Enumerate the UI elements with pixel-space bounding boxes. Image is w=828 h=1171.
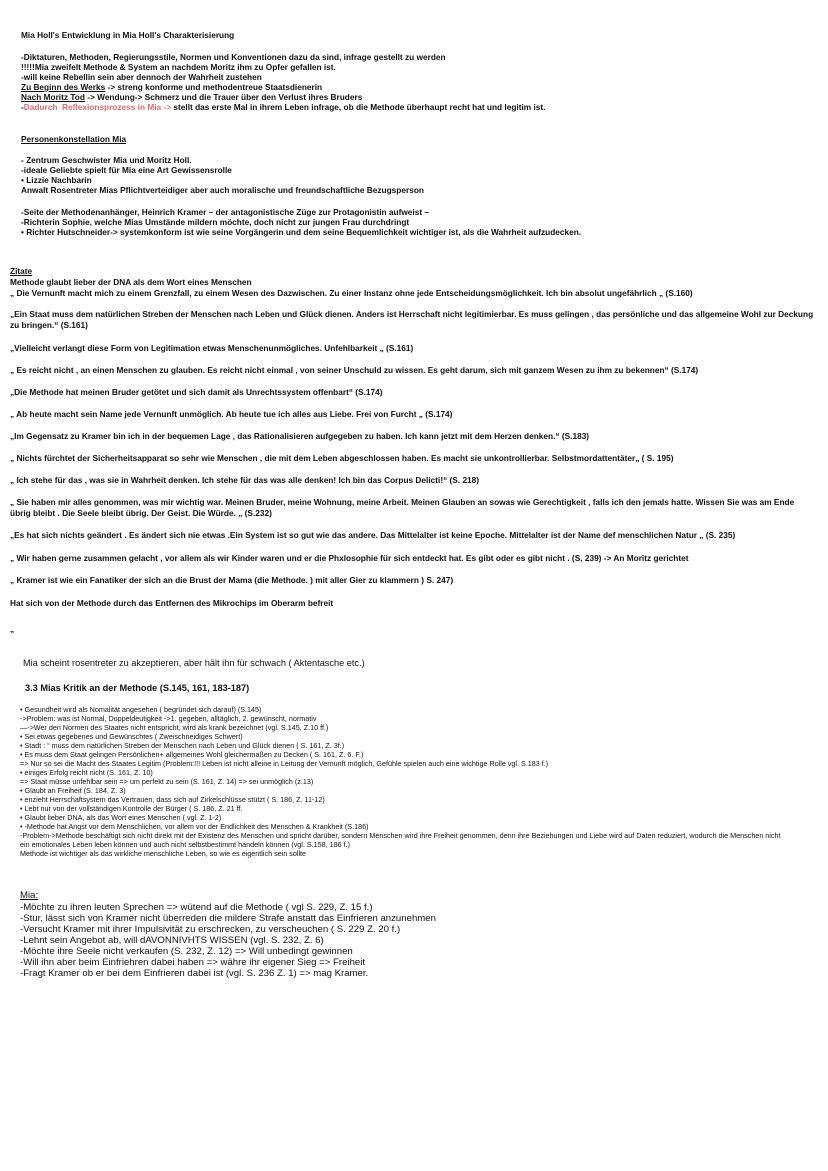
kritik-line: • Gesundheit wird als Nomalität angesehen ( begründet sich darauf) (S.145)	[20, 705, 262, 714]
kritik-line: => Staat müsse unfehlbar sein => um perfekt zu sein (S. 161, Z. 14) => sei unmöglich (z.13)	[20, 777, 314, 786]
intro-line-1: -Diktaturen, Methoden, Regierungsstile, Normen und Konventionen dazu da sind, infrage gestellt zu werden	[21, 52, 446, 62]
mia-line: -Fragt Kramer ob er bei dem Einfrieren dabei ist (vgl. S. 236 Z. 1) => mag Kramer.	[20, 968, 369, 979]
quote: „ Es reicht nicht , an einen Menschen zu glauben. Es reicht nicht einmal , von seiner Unschuld zu wissen. Es geht darum, sich mit ganzem Wesen zu ihm zu bekennen“ (S.174)	[10, 365, 699, 375]
kritik-line: • -Methode hat Angst vor dem Menschlichen, vor allem vor der Endlichkeit des Menschen & Krankheit (S.186)	[20, 822, 369, 831]
intro-line-2: !!!!!Mia zweifelt Methode & System an nachdem Moritz ihm zu Opfer gefallen ist.	[21, 62, 336, 72]
quote: „Im Gegensatz zu Kramer bin ich in der bequemen Lage , das Rationalisieren aufgegeben zu haben. Ich kann jetzt mit dem Herzen denken.“ (S.183)	[10, 431, 590, 441]
quote: „Die Methode hat meinen Bruder getötet und sich damit als Unrechtssystem offenbart“ (S.174)	[10, 387, 383, 397]
tod-label: Nach Moritz Tod	[21, 92, 85, 102]
konst-line: - Zentrum Geschwister Mia und Moritz Holl.	[21, 155, 192, 165]
beginn-line	[21, 82, 322, 93]
konst-line: • Lizzie Nachbarin	[21, 175, 92, 185]
quote: „ Die Vernunft macht mich zu einem Grenzfall, zu einem Wesen des Dazwischen. Zu einer Instanz ohne jede Entscheidungsmöglichkeit. Ich bin absolut ungefährlich „ (S.160)	[10, 288, 693, 298]
kritik-line: • Lebt nur von der vollständigen Kontrolle der Bürger ( S. 186, Z. 21 ff.	[20, 804, 243, 813]
kritik-line: => Nur so sei die Macht des Staates Legitim (Problem:!!! Leben ist nicht alleine in Leitung der Vernunft möglich, Gefühle spielen auch eine wichtige Rolle vgl. S.183 f.)	[20, 759, 549, 768]
quote: „Vielleicht verlangt diese Form von Legitimation etwas Menschenunmögliches. Unfehlbarkeit „ (S.161)	[10, 343, 414, 353]
kritik-line: • Glaubt an Freiheit (S. 184, Z. 3)	[20, 786, 126, 795]
kritik-line: • Glaubt lieber DNA, als das Wort eines Menschen ( vgl. Z. 1-2)	[20, 813, 222, 822]
konst-line: -Seite der Methodenanhänger, Heinrich Kramer – der antagonistische Züge zur Protagonistin aufweist –	[21, 207, 430, 217]
kritik-line: —->Wer den Normen des Staates nicht entspricht, wird als krank bezeichnet (vgl. S.145, Z.10 ff.)	[20, 723, 329, 732]
quote: „	[10, 624, 15, 634]
konst-line: Anwalt Rosentreter Mias Pflichtverteidiger aber auch moralische und freundschaftliche Bezugsperson	[21, 185, 424, 195]
quote: Hat sich von der Methode durch das Entfernen des Mikrochips im Oberarm befreit	[10, 598, 334, 608]
kritik-line: • einiges Erfolg reicht nicht (S. 161, Z. 10)	[20, 768, 153, 777]
kritik-heading: 3.3 Mias Kritik an der Methode (S.145, 161, 183-187)	[25, 683, 250, 693]
quote: „ Ich stehe für das , was sie in Wahrheit denken. Ich stehe für das was alle denken! Ich bin das Corpus Delicti!“ (S. 218)	[10, 475, 480, 485]
quote: „ Kramer ist wie ein Fanatiker der sich an die Brust der Mama (die Methode. ) mit aller Gier zu klammern ) S. 247)	[10, 575, 454, 585]
document-title: Mia Holl's Entwicklung in Mia Holl's Charakterisierung	[21, 30, 235, 40]
mia-line: -Lehnt sein Angebot ab, will dAVONNIVHTS WISSEN (vgl. S. 232, Z. 6)	[20, 935, 324, 946]
konst-line: -ideale Geliebte spielt für Mia eine Art Gewissensrolle	[21, 165, 232, 175]
mia-line: -Stur, lässt sich von Kramer nicht überreden die mildere Strafe anstatt das Einfrieren anzunehmen	[20, 913, 436, 924]
intro-line-3: -will keine Rebellin sein aber dennoch der Wahrheit zustehen	[21, 72, 262, 82]
mia-heading: Mia:	[20, 890, 39, 901]
quote: „Es hat sich nichts geändert . Es ändert sich nie etwas .Ein System ist so gut wie das andere. Das Mittelalter ist keine Epoche. Mittelalter ist der Name def menschlichen Natur „ (S. 235)	[10, 530, 736, 540]
kritik-line: ->Problem: was ist Normal, Doppeldeutigkeit ->1. gegeben, alltäglich, 2. gewünscht, normativ	[20, 714, 317, 723]
konst-line: -Richterin Sophie, welche Mias Umstände mildern möchte, doch nicht zur jungen Frau durchdringt	[21, 217, 410, 227]
zitate-subline: Methode glaubt lieber der DNA als dem Wort eines Menschen	[10, 277, 252, 287]
kritik-line: -Problem->Methode beschäftigt sich nicht direkt mit der Existenz des Menschen und spricht darüber, sondern Menschen wird ihre Freiheit genommen, denn ihre Beziehungen und Liebe wird auf Daten reduziert, wodurch die Menschen nicht ein emotionales Leben leben können und auch nicht selbstbestimmt handeln können (vgl. S.158, 186 f.)	[20, 831, 781, 849]
reflex-text: stellt das erste Mal in ihrem Leben infrage, ob die Methode überhaupt recht hat und legitim ist.	[171, 102, 546, 112]
reflex-prefix: -	[21, 102, 24, 112]
kritik-line: • Stadt : “ muss dem natürlichen Streben der Menschen nach Leben und Glück dienen ( S. 161, Z. 3f.)	[20, 741, 345, 750]
kritik-line: • enzieht Herrschaftsystem das Vertrauen, dass sich auf Zirkelschlüsse stützt ( S. 186, Z. 11-12)	[20, 795, 325, 804]
konst-line: • Richter Hutschneider-> systemkonform ist wie seine Vorgängerin und dem seine Bequemlichkeit wichtiger ist, als die Wahrheit aufzudecken.	[21, 227, 582, 237]
beginn-text: -> streng konforme und methodentreue Staatsdienerin	[105, 82, 323, 92]
mia-line: -Möchte ihre Seele nicht verkaufen (S. 232, Z. 12) => Will unbedingt gewinnen	[20, 946, 353, 957]
quote: „ Nichts fürchtet der Sicherheitsapparat so sehr wie Menschen , die mit dem Leben abgeschlossen haben. Es macht sie unkontrollierbar. Selbstmordattentäter„ ( S. 195)	[10, 453, 674, 463]
konstellation-heading: Personenkonstellation Mia	[21, 134, 127, 144]
rosentreter-line: Mia scheint rosentreter zu akzeptieren, aber hält ihn für schwach ( Aktentasche etc.)	[23, 658, 365, 668]
mia-line: -Möchte zu ihren leuten Sprechen => wütend auf die Methode ( vgl S. 229, Z. 15 f.)	[20, 902, 373, 913]
kritik-line: Methode ist wichtiger als das wirkliche menschliche Leben, so wie es eigentlich sein sollte	[20, 849, 307, 858]
quote: „Ein Staat muss dem natürlichen Streben der Menschen nach Leben und Glück dienen. Anders ist Herrschaft nicht legitimierbar. Es muss gelingen , das persönliche und das allgemeine Wohl zur Deckung zu bringen.“ (S.161)	[10, 309, 814, 330]
kritik-line: • Es muss dem Staat gelingen Persönlichen+ allgemeines Wohl gleichermaßen zu Decken ( S. 161, Z. 6. F.)	[20, 750, 364, 759]
beginn-label: Zu Beginn des Werks	[21, 82, 106, 92]
reflex-label: Reflexionsprozess in Mia ->	[62, 102, 172, 112]
kritik-line: • Sei etwas gegebenes und Gewünschtes ( Zweischneidiges Schwert)	[20, 732, 243, 741]
mia-line: -Versucht Kramer mit ihrer Impulsivität zu erschrecken, zu verscheuchen ( S. 229 Z. 20 f.)	[20, 924, 401, 935]
tod-line	[21, 92, 362, 103]
tod-text: -> Wendung-> Schmerz und die Trauer über den Verlust ihres Bruders	[84, 92, 363, 102]
reflex-dadurch: Dadurch	[23, 102, 58, 112]
reflex-line	[21, 102, 545, 113]
quote: „ Wir haben gerne zusammen gelacht , vor allem als wir Kinder waren und er die Phxlosophie für sich entdeckt hat. Es gibt oder es gibt nicht . (S, 239) -> An Moritz gerichtet	[10, 553, 689, 563]
quote: „ Sie haben mir alles genommen, was mir wichtig war. Meinen Bruder, meine Wohnung, meine Arbeit. Meinen Glauben an sowas wie Gerechtigkeit , falls ich den jemals hatte. Wissen Sie was am Ende übrig bleibt . Die Seele bleibt übrig. Der Geist. Die Würde. „ (S.232)	[10, 497, 795, 518]
zitate-heading: Zitate	[10, 266, 33, 276]
mia-line: -Will ihn aber beim Einfriehren dabei haben => währe ihr eigener Sieg => Freiheit	[20, 957, 366, 968]
quote: „ Ab heute macht sein Name jede Vernunft unmöglich. Ab heute tue ich alles aus Liebe. Frei von Furcht „ (S.174)	[10, 409, 453, 419]
